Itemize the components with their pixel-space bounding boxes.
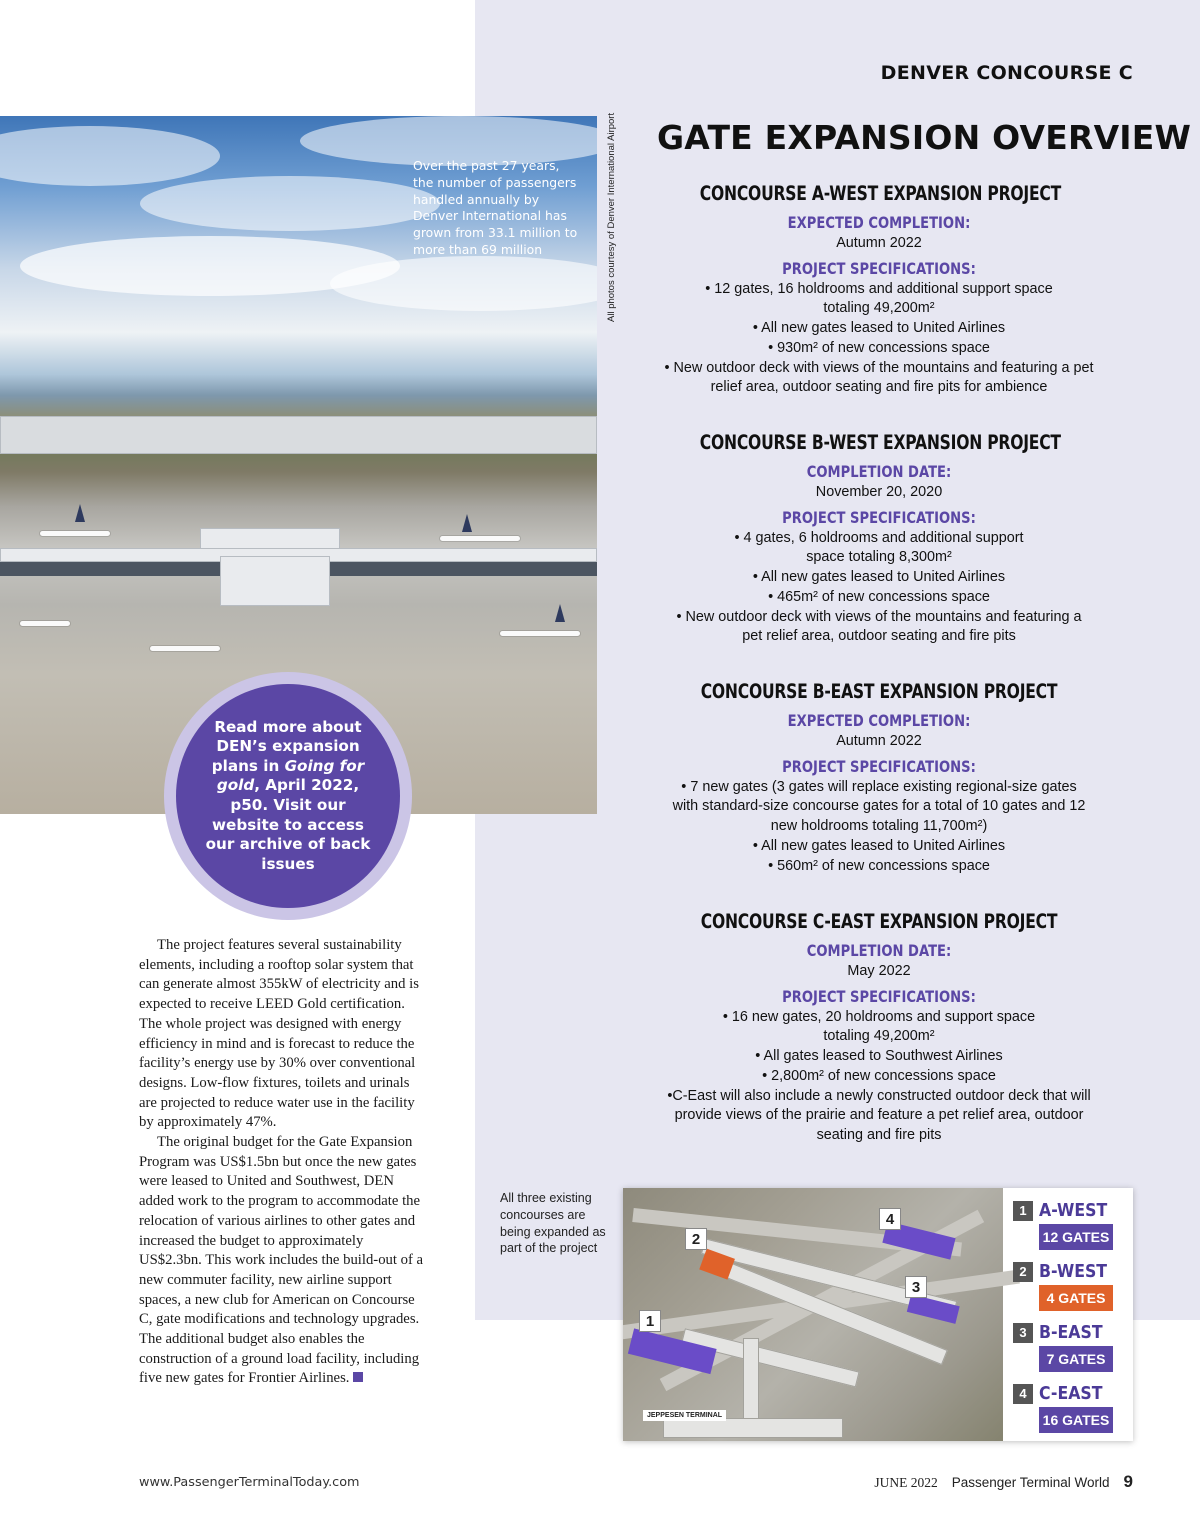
project-title: CONCOURSE A-WEST EXPANSION PROJECT <box>699 182 1061 205</box>
spec-label: PROJECT SPECIFICATIONS: <box>782 756 976 776</box>
date-label: EXPECTED COMPLETION: <box>787 711 971 730</box>
project-title: CONCOURSE B-EAST EXPANSION PROJECT <box>700 680 1058 703</box>
spec-label: PROJECT SPECIFICATIONS: <box>782 258 976 278</box>
map-marker-1: 1 <box>639 1310 661 1332</box>
aircraft <box>150 646 220 651</box>
spec-label: PROJECT SPECIFICATIONS: <box>782 507 976 527</box>
legend-gates-badge: 16 GATES <box>1039 1407 1113 1433</box>
project-title: CONCOURSE C-EAST EXPANSION PROJECT <box>700 910 1058 933</box>
spec-item: • All new gates leased to United Airlines <box>752 320 1006 337</box>
project-c-east <box>655 908 1103 1146</box>
callout-article-title: Going for gold <box>216 756 365 795</box>
map-legend <box>1013 1198 1125 1441</box>
concourse-center <box>220 556 330 606</box>
spec-item: • All new gates leased to United Airlines <box>752 837 1006 854</box>
footer-right <box>874 1472 1133 1492</box>
legend-name: C-EAST <box>1039 1384 1103 1404</box>
legend-name: A-WEST <box>1039 1201 1108 1221</box>
satellite-map-image <box>623 1188 1003 1441</box>
spec-label: PROJECT SPECIFICATIONS: <box>782 986 976 1006</box>
aircraft-tail <box>555 604 565 622</box>
callout-text <box>199 718 377 875</box>
spec-item: • 7 new gates (3 gates will replace existing regional-size gates with standard-size concourse gates for a total of 10 gates and 12 new holdrooms totaling 11,700m²) <box>672 778 1086 835</box>
legend-item-b-west <box>1013 1259 1125 1320</box>
spec-item: • 465m² of new concessions space <box>768 588 990 605</box>
legend-gates-badge: 4 GATES <box>1039 1285 1113 1311</box>
legend-name: B-EAST <box>1039 1323 1103 1343</box>
aircraft-tail <box>75 504 85 522</box>
body-text <box>139 936 429 1389</box>
project-b-west <box>655 429 1103 678</box>
legend-number: 4 <box>1013 1384 1033 1404</box>
terminal-bridge <box>743 1338 759 1428</box>
map-caption: All three existing concourses are being expanded as part of the project <box>500 1191 606 1256</box>
legend-number: 2 <box>1013 1262 1033 1282</box>
spec-item: • 560m² of new concessions space <box>768 857 990 874</box>
end-of-article-mark <box>353 1372 363 1382</box>
legend-item-b-east <box>1013 1320 1125 1381</box>
legend-item-a-west <box>1013 1198 1125 1259</box>
aircraft <box>500 631 580 636</box>
date-value: November 20, 2020 <box>815 484 943 500</box>
callout-text-part: Read more about DEN’s expansion plans in <box>211 717 362 775</box>
page-number: 9 <box>1123 1472 1133 1491</box>
map-marker-4: 4 <box>879 1208 901 1230</box>
spec-item: • All gates leased to Southwest Airlines <box>755 1048 1003 1065</box>
parking-structure <box>0 416 597 454</box>
aircraft <box>20 621 70 626</box>
issue-date: JUNE 2022 <box>874 1475 938 1490</box>
spec-item: • New outdoor deck with views of the mountains and featuring a pet relief area, outdoor seating and fire pits <box>676 608 1082 645</box>
cloud <box>140 176 440 231</box>
photo-caption: Over the past 27 years, the number of passengers handled annually by Denver International has grown from 33.1 million to more than 69 million <box>413 158 578 257</box>
date-value: Autumn 2022 <box>836 235 922 251</box>
legend-number: 3 <box>1013 1323 1033 1343</box>
cloud <box>0 126 220 186</box>
publication-name: Passenger Terminal World <box>951 1475 1110 1490</box>
aircraft-tail <box>462 514 472 532</box>
overview-title: GATE EXPANSION OVERVIEW <box>657 118 1192 157</box>
legend-name: B-WEST <box>1039 1262 1108 1282</box>
legend-item-c-east <box>1013 1381 1125 1441</box>
map-marker-3: 3 <box>905 1276 927 1298</box>
date-label: COMPLETION DATE: <box>806 462 952 481</box>
spec-item: •C-East will also include a newly constructed outdoor deck that will provide views of the prairie and feature a pet relief area, outdoor seating and fire pits <box>667 1087 1091 1143</box>
project-a-west <box>655 180 1103 429</box>
map-marker-2: 2 <box>685 1228 707 1250</box>
date-value: May 2022 <box>847 963 911 979</box>
aircraft <box>40 531 110 536</box>
photo-credit: All photos courtesy of Denver International Airport <box>606 112 617 322</box>
footer-website: www.PassengerTerminalToday.com <box>139 1475 360 1490</box>
date-label: EXPECTED COMPLETION: <box>787 213 971 232</box>
aircraft <box>440 536 520 541</box>
legend-gates-badge: 7 GATES <box>1039 1346 1113 1372</box>
section-tag: DENVER CONCOURSE C <box>880 62 1133 84</box>
spec-item: • 2,800m² of new concessions space <box>762 1067 996 1084</box>
cloud <box>330 256 597 311</box>
body-paragraph-text: The original budget for the Gate Expansion Program was US$1.5bn but once the new gates were leased to United and Southwest, DEN added work to the program to accommodate the relocation of various airlines to other gates and increased the budget to approximately US$2.3bn. This work includes the build-out of a new commuter facility, new airline support spaces, a new club for American on Concourse C, gate modifications and technology upgrades. The additional budget also enables the construction of a ground load facility, including five new gates for Frontier Airlines. <box>139 1134 424 1387</box>
read-more-callout <box>164 672 412 920</box>
date-label: COMPLETION DATE: <box>806 941 952 960</box>
date-value: Autumn 2022 <box>836 733 922 749</box>
jeppesen-terminal <box>663 1418 843 1438</box>
spec-item: • New outdoor deck with views of the mountains and featuring a pet relief area, outdoor seating and fire pits for ambience <box>664 359 1094 396</box>
spec-item: • 930m² of new concessions space <box>768 339 990 356</box>
legend-number: 1 <box>1013 1201 1033 1221</box>
body-paragraph: The project features several sustainability elements, including a rooftop solar system that can generate almost 355kW of electricity and is expected to receive LEED Gold certification. The whole project was designed with energy efficiency in mind and is forecast to reduce the facility’s energy use by 30% over conventional designs. Low-flow fixtures, toilets and urinals are projected to reduce water use in the facility by approximately 47%. <box>139 937 419 1131</box>
legend-gates-badge: 12 GATES <box>1039 1224 1113 1250</box>
callout-text-part: , April 2022, p50. Visit our website to access our archive of back issues <box>205 776 371 873</box>
terminal-label: JEPPESEN TERMINAL <box>643 1410 726 1421</box>
callout-inner-circle <box>176 684 400 908</box>
spec-item: • 16 new gates, 20 holdrooms and support space totaling 49,200m² <box>722 1008 1036 1045</box>
spec-item: • 12 gates, 16 holdrooms and additional support space totaling 49,200m² <box>705 280 1053 317</box>
spec-item: • 4 gates, 6 holdrooms and additional support space totaling 8,300m² <box>734 529 1024 566</box>
spec-item: • All new gates leased to United Airlines <box>752 569 1006 586</box>
project-title: CONCOURSE B-WEST EXPANSION PROJECT <box>699 431 1061 454</box>
project-b-east <box>655 678 1103 908</box>
concourse-map <box>623 1188 1133 1441</box>
body-paragraph <box>139 1133 429 1389</box>
projects-list <box>655 180 1103 1146</box>
